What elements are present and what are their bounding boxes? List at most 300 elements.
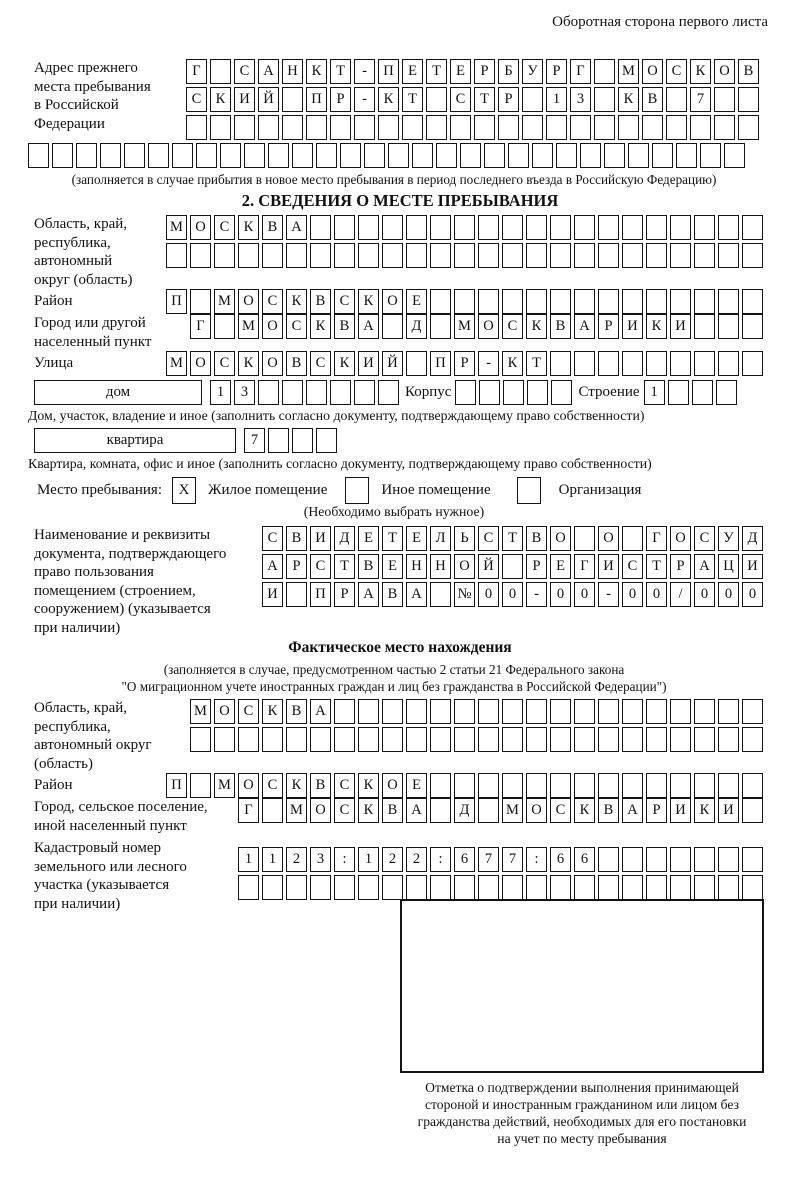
char-box[interactable]: С bbox=[310, 351, 331, 376]
char-box[interactable] bbox=[628, 143, 649, 168]
char-box[interactable] bbox=[166, 243, 187, 268]
char-box[interactable] bbox=[570, 115, 591, 140]
char-box[interactable] bbox=[574, 289, 595, 314]
char-box[interactable]: И bbox=[262, 582, 283, 607]
char-box[interactable] bbox=[670, 351, 691, 376]
char-box[interactable]: В bbox=[382, 798, 403, 823]
char-box[interactable] bbox=[364, 143, 385, 168]
char-box[interactable]: К bbox=[358, 798, 379, 823]
char-box[interactable] bbox=[694, 699, 715, 724]
char-box[interactable]: С bbox=[286, 314, 307, 339]
char-box[interactable]: С bbox=[694, 526, 715, 551]
char-box[interactable]: Е bbox=[450, 59, 471, 84]
char-box[interactable]: Ц bbox=[718, 554, 739, 579]
char-box[interactable] bbox=[238, 243, 259, 268]
char-box[interactable] bbox=[330, 380, 351, 405]
char-box[interactable] bbox=[430, 773, 451, 798]
char-box[interactable] bbox=[670, 289, 691, 314]
char-box[interactable] bbox=[382, 314, 403, 339]
char-box[interactable]: Т bbox=[526, 351, 547, 376]
char-box[interactable]: 7 bbox=[502, 847, 523, 872]
char-box[interactable] bbox=[220, 143, 241, 168]
char-box[interactable]: А bbox=[406, 582, 427, 607]
char-box[interactable] bbox=[292, 428, 313, 453]
char-box[interactable] bbox=[574, 243, 595, 268]
char-box[interactable] bbox=[190, 243, 211, 268]
char-box[interactable] bbox=[430, 243, 451, 268]
char-box[interactable]: 2 bbox=[406, 847, 427, 872]
stay-type-checkbox-residential[interactable]: X bbox=[172, 477, 196, 504]
char-box[interactable] bbox=[244, 143, 265, 168]
char-box[interactable] bbox=[646, 847, 667, 872]
char-box[interactable] bbox=[742, 847, 763, 872]
char-box[interactable] bbox=[646, 243, 667, 268]
char-box[interactable]: И bbox=[670, 314, 691, 339]
char-box[interactable]: А bbox=[574, 314, 595, 339]
char-box[interactable] bbox=[426, 115, 447, 140]
char-box[interactable] bbox=[652, 143, 673, 168]
char-box[interactable]: С bbox=[334, 289, 355, 314]
char-box[interactable] bbox=[430, 314, 451, 339]
char-box[interactable]: В bbox=[286, 699, 307, 724]
char-box[interactable]: К bbox=[378, 87, 399, 112]
char-box[interactable] bbox=[622, 215, 643, 240]
char-box[interactable]: 0 bbox=[574, 582, 595, 607]
char-box[interactable] bbox=[406, 243, 427, 268]
char-box[interactable] bbox=[258, 380, 279, 405]
char-box[interactable]: 0 bbox=[622, 582, 643, 607]
char-box[interactable] bbox=[598, 289, 619, 314]
char-box[interactable]: : bbox=[526, 847, 547, 872]
char-box[interactable]: В bbox=[262, 215, 283, 240]
char-box[interactable] bbox=[642, 115, 663, 140]
char-box[interactable] bbox=[210, 115, 231, 140]
char-box[interactable] bbox=[598, 727, 619, 752]
char-box[interactable] bbox=[306, 380, 327, 405]
char-box[interactable]: А bbox=[622, 798, 643, 823]
char-box[interactable]: Р bbox=[646, 798, 667, 823]
char-box[interactable] bbox=[508, 143, 529, 168]
char-box[interactable] bbox=[430, 582, 451, 607]
char-box[interactable] bbox=[478, 798, 499, 823]
char-box[interactable] bbox=[550, 727, 571, 752]
char-box[interactable]: О bbox=[526, 798, 547, 823]
char-box[interactable] bbox=[478, 289, 499, 314]
char-box[interactable] bbox=[594, 115, 615, 140]
char-box[interactable] bbox=[436, 143, 457, 168]
char-box[interactable]: С bbox=[502, 314, 523, 339]
char-box[interactable]: П bbox=[166, 773, 187, 798]
char-box[interactable]: В bbox=[334, 314, 355, 339]
char-box[interactable] bbox=[551, 380, 572, 405]
char-box[interactable]: 0 bbox=[742, 582, 763, 607]
char-box[interactable] bbox=[310, 875, 331, 900]
char-box[interactable] bbox=[694, 314, 715, 339]
char-box[interactable]: О bbox=[262, 351, 283, 376]
char-box[interactable] bbox=[454, 243, 475, 268]
char-box[interactable] bbox=[196, 143, 217, 168]
char-box[interactable]: Т bbox=[334, 554, 355, 579]
char-box[interactable] bbox=[340, 143, 361, 168]
char-box[interactable]: К bbox=[574, 798, 595, 823]
house-type-box[interactable]: дом bbox=[34, 380, 202, 405]
char-box[interactable]: О bbox=[238, 773, 259, 798]
char-box[interactable] bbox=[354, 115, 375, 140]
char-box[interactable]: : bbox=[334, 847, 355, 872]
char-box[interactable]: Й bbox=[258, 87, 279, 112]
char-box[interactable] bbox=[716, 380, 737, 405]
char-box[interactable]: М bbox=[190, 699, 211, 724]
char-box[interactable] bbox=[670, 699, 691, 724]
char-box[interactable]: 3 bbox=[234, 380, 255, 405]
char-box[interactable]: Р bbox=[670, 554, 691, 579]
char-box[interactable] bbox=[580, 143, 601, 168]
char-box[interactable]: А bbox=[258, 59, 279, 84]
char-box[interactable]: 7 bbox=[690, 87, 711, 112]
char-box[interactable] bbox=[742, 699, 763, 724]
char-box[interactable] bbox=[262, 243, 283, 268]
char-box[interactable]: К bbox=[618, 87, 639, 112]
char-box[interactable] bbox=[334, 699, 355, 724]
stay-type-checkbox-organization[interactable] bbox=[517, 477, 541, 504]
char-box[interactable]: С bbox=[478, 526, 499, 551]
char-box[interactable]: Т bbox=[426, 59, 447, 84]
char-box[interactable]: П bbox=[378, 59, 399, 84]
char-box[interactable]: С bbox=[234, 59, 255, 84]
char-box[interactable] bbox=[742, 351, 763, 376]
char-box[interactable]: Е bbox=[406, 526, 427, 551]
char-box[interactable]: О bbox=[382, 289, 403, 314]
char-box[interactable] bbox=[718, 289, 739, 314]
char-box[interactable]: Е bbox=[402, 59, 423, 84]
char-box[interactable] bbox=[738, 87, 759, 112]
char-box[interactable] bbox=[502, 289, 523, 314]
char-box[interactable] bbox=[310, 727, 331, 752]
char-box[interactable]: С bbox=[214, 215, 235, 240]
char-box[interactable]: В bbox=[738, 59, 759, 84]
char-box[interactable]: С bbox=[238, 699, 259, 724]
apartment-type-box[interactable]: квартира bbox=[34, 428, 236, 453]
char-box[interactable] bbox=[676, 143, 697, 168]
char-box[interactable] bbox=[502, 875, 523, 900]
char-box[interactable]: С bbox=[450, 87, 471, 112]
char-box[interactable] bbox=[718, 314, 739, 339]
char-box[interactable]: А bbox=[262, 554, 283, 579]
char-box[interactable]: В bbox=[642, 87, 663, 112]
char-box[interactable] bbox=[622, 847, 643, 872]
char-box[interactable] bbox=[454, 727, 475, 752]
char-box[interactable] bbox=[668, 380, 689, 405]
char-box[interactable] bbox=[454, 875, 475, 900]
char-box[interactable] bbox=[478, 215, 499, 240]
char-box[interactable]: О bbox=[550, 526, 571, 551]
char-box[interactable]: М bbox=[166, 215, 187, 240]
char-box[interactable] bbox=[527, 380, 548, 405]
char-box[interactable] bbox=[526, 289, 547, 314]
char-box[interactable] bbox=[598, 773, 619, 798]
char-box[interactable] bbox=[622, 773, 643, 798]
char-box[interactable] bbox=[598, 847, 619, 872]
char-box[interactable]: Г bbox=[238, 798, 259, 823]
char-box[interactable] bbox=[358, 699, 379, 724]
char-box[interactable] bbox=[358, 727, 379, 752]
char-box[interactable]: С bbox=[186, 87, 207, 112]
char-box[interactable]: К bbox=[286, 773, 307, 798]
char-box[interactable] bbox=[574, 526, 595, 551]
char-box[interactable] bbox=[310, 215, 331, 240]
char-box[interactable] bbox=[262, 798, 283, 823]
char-box[interactable] bbox=[718, 243, 739, 268]
char-box[interactable] bbox=[454, 699, 475, 724]
char-box[interactable]: Т bbox=[502, 526, 523, 551]
char-box[interactable]: А bbox=[310, 699, 331, 724]
char-box[interactable] bbox=[598, 875, 619, 900]
char-box[interactable] bbox=[714, 115, 735, 140]
char-box[interactable]: К bbox=[694, 798, 715, 823]
char-box[interactable]: А bbox=[694, 554, 715, 579]
char-box[interactable]: Н bbox=[430, 554, 451, 579]
char-box[interactable] bbox=[622, 727, 643, 752]
char-box[interactable] bbox=[694, 727, 715, 752]
char-box[interactable]: П bbox=[166, 289, 187, 314]
char-box[interactable] bbox=[718, 773, 739, 798]
char-box[interactable]: А bbox=[358, 582, 379, 607]
char-box[interactable] bbox=[546, 115, 567, 140]
char-box[interactable] bbox=[388, 143, 409, 168]
char-box[interactable] bbox=[382, 699, 403, 724]
char-box[interactable]: К bbox=[262, 699, 283, 724]
char-box[interactable] bbox=[286, 582, 307, 607]
char-box[interactable] bbox=[598, 699, 619, 724]
char-box[interactable]: Е bbox=[406, 289, 427, 314]
char-box[interactable] bbox=[742, 243, 763, 268]
char-box[interactable]: К bbox=[210, 87, 231, 112]
char-box[interactable] bbox=[622, 243, 643, 268]
char-box[interactable] bbox=[550, 875, 571, 900]
char-box[interactable]: Б bbox=[498, 59, 519, 84]
char-box[interactable]: Л bbox=[430, 526, 451, 551]
char-box[interactable]: К bbox=[358, 289, 379, 314]
char-box[interactable] bbox=[670, 847, 691, 872]
char-box[interactable] bbox=[430, 289, 451, 314]
char-box[interactable]: Т bbox=[402, 87, 423, 112]
char-box[interactable]: С bbox=[310, 554, 331, 579]
char-box[interactable]: Е bbox=[406, 773, 427, 798]
char-box[interactable] bbox=[334, 727, 355, 752]
char-box[interactable]: И bbox=[358, 351, 379, 376]
char-box[interactable] bbox=[238, 727, 259, 752]
char-box[interactable]: 6 bbox=[454, 847, 475, 872]
char-box[interactable]: 0 bbox=[550, 582, 571, 607]
char-box[interactable] bbox=[28, 143, 49, 168]
char-box[interactable]: Д bbox=[406, 314, 427, 339]
char-box[interactable]: 3 bbox=[310, 847, 331, 872]
char-box[interactable]: М bbox=[238, 314, 259, 339]
char-box[interactable] bbox=[382, 727, 403, 752]
char-box[interactable] bbox=[306, 115, 327, 140]
char-box[interactable]: О bbox=[382, 773, 403, 798]
char-box[interactable] bbox=[498, 115, 519, 140]
char-box[interactable] bbox=[598, 351, 619, 376]
char-box[interactable] bbox=[646, 215, 667, 240]
char-box[interactable]: И bbox=[718, 798, 739, 823]
char-box[interactable] bbox=[550, 351, 571, 376]
char-box[interactable]: 2 bbox=[286, 847, 307, 872]
char-box[interactable] bbox=[646, 351, 667, 376]
char-box[interactable] bbox=[718, 351, 739, 376]
char-box[interactable] bbox=[692, 380, 713, 405]
char-box[interactable]: С bbox=[622, 554, 643, 579]
char-box[interactable]: К bbox=[358, 773, 379, 798]
char-box[interactable]: К bbox=[502, 351, 523, 376]
char-box[interactable]: К bbox=[238, 351, 259, 376]
char-box[interactable] bbox=[550, 243, 571, 268]
char-box[interactable] bbox=[502, 243, 523, 268]
char-box[interactable]: М bbox=[502, 798, 523, 823]
char-box[interactable]: 0 bbox=[502, 582, 523, 607]
char-box[interactable]: 6 bbox=[574, 847, 595, 872]
char-box[interactable] bbox=[622, 526, 643, 551]
char-box[interactable] bbox=[190, 289, 211, 314]
char-box[interactable] bbox=[354, 380, 375, 405]
char-box[interactable] bbox=[526, 875, 547, 900]
char-box[interactable] bbox=[550, 699, 571, 724]
char-box[interactable]: К bbox=[646, 314, 667, 339]
char-box[interactable] bbox=[52, 143, 73, 168]
char-box[interactable]: С bbox=[262, 526, 283, 551]
char-box[interactable] bbox=[670, 773, 691, 798]
char-box[interactable] bbox=[502, 727, 523, 752]
char-box[interactable]: - bbox=[598, 582, 619, 607]
char-box[interactable]: Г bbox=[186, 59, 207, 84]
char-box[interactable] bbox=[618, 115, 639, 140]
char-box[interactable]: У bbox=[522, 59, 543, 84]
char-box[interactable] bbox=[100, 143, 121, 168]
char-box[interactable] bbox=[724, 143, 745, 168]
char-box[interactable]: О bbox=[262, 314, 283, 339]
char-box[interactable]: / bbox=[670, 582, 691, 607]
char-box[interactable] bbox=[502, 699, 523, 724]
char-box[interactable]: О bbox=[670, 526, 691, 551]
char-box[interactable]: Р bbox=[334, 582, 355, 607]
char-box[interactable] bbox=[502, 773, 523, 798]
char-box[interactable]: В bbox=[550, 314, 571, 339]
char-box[interactable] bbox=[550, 215, 571, 240]
char-box[interactable] bbox=[474, 115, 495, 140]
char-box[interactable]: К bbox=[690, 59, 711, 84]
char-box[interactable]: 3 bbox=[570, 87, 591, 112]
char-box[interactable] bbox=[286, 875, 307, 900]
char-box[interactable] bbox=[718, 215, 739, 240]
char-box[interactable] bbox=[646, 699, 667, 724]
char-box[interactable] bbox=[286, 727, 307, 752]
char-box[interactable]: Й bbox=[382, 351, 403, 376]
char-box[interactable] bbox=[502, 215, 523, 240]
char-box[interactable] bbox=[622, 875, 643, 900]
char-box[interactable] bbox=[214, 243, 235, 268]
char-box[interactable]: О bbox=[454, 554, 475, 579]
char-box[interactable]: 0 bbox=[478, 582, 499, 607]
char-box[interactable]: Т bbox=[382, 526, 403, 551]
char-box[interactable] bbox=[670, 875, 691, 900]
char-box[interactable]: - bbox=[354, 87, 375, 112]
char-box[interactable] bbox=[522, 115, 543, 140]
char-box[interactable]: Т bbox=[646, 554, 667, 579]
char-box[interactable]: П bbox=[310, 582, 331, 607]
char-box[interactable]: В bbox=[382, 582, 403, 607]
char-box[interactable]: К bbox=[238, 215, 259, 240]
char-box[interactable]: А bbox=[286, 215, 307, 240]
char-box[interactable] bbox=[526, 215, 547, 240]
char-box[interactable] bbox=[186, 115, 207, 140]
char-box[interactable] bbox=[378, 380, 399, 405]
char-box[interactable] bbox=[532, 143, 553, 168]
char-box[interactable]: О bbox=[598, 526, 619, 551]
char-box[interactable]: К bbox=[526, 314, 547, 339]
char-box[interactable] bbox=[316, 143, 337, 168]
char-box[interactable]: Г bbox=[570, 59, 591, 84]
char-box[interactable] bbox=[286, 243, 307, 268]
char-box[interactable]: С bbox=[262, 289, 283, 314]
char-box[interactable]: 6 bbox=[550, 847, 571, 872]
char-box[interactable] bbox=[742, 314, 763, 339]
char-box[interactable] bbox=[454, 289, 475, 314]
char-box[interactable] bbox=[526, 243, 547, 268]
char-box[interactable] bbox=[214, 314, 235, 339]
char-box[interactable] bbox=[594, 87, 615, 112]
char-box[interactable]: 0 bbox=[718, 582, 739, 607]
char-box[interactable] bbox=[262, 727, 283, 752]
char-box[interactable] bbox=[522, 87, 543, 112]
char-box[interactable] bbox=[124, 143, 145, 168]
char-box[interactable] bbox=[258, 115, 279, 140]
char-box[interactable] bbox=[478, 699, 499, 724]
char-box[interactable]: М bbox=[166, 351, 187, 376]
char-box[interactable]: М bbox=[454, 314, 475, 339]
char-box[interactable]: 7 bbox=[478, 847, 499, 872]
char-box[interactable] bbox=[718, 875, 739, 900]
char-box[interactable] bbox=[550, 289, 571, 314]
char-box[interactable]: Й bbox=[478, 554, 499, 579]
char-box[interactable] bbox=[478, 727, 499, 752]
char-box[interactable]: В bbox=[286, 351, 307, 376]
char-box[interactable] bbox=[282, 87, 303, 112]
char-box[interactable] bbox=[502, 554, 523, 579]
char-box[interactable]: Р bbox=[526, 554, 547, 579]
char-box[interactable]: С bbox=[334, 773, 355, 798]
char-box[interactable]: 1 bbox=[358, 847, 379, 872]
char-box[interactable]: Г bbox=[646, 526, 667, 551]
char-box[interactable] bbox=[402, 115, 423, 140]
char-box[interactable] bbox=[430, 699, 451, 724]
char-box[interactable] bbox=[378, 115, 399, 140]
char-box[interactable] bbox=[574, 773, 595, 798]
char-box[interactable] bbox=[598, 243, 619, 268]
char-box[interactable] bbox=[526, 727, 547, 752]
char-box[interactable] bbox=[282, 380, 303, 405]
char-box[interactable] bbox=[594, 59, 615, 84]
char-box[interactable]: В bbox=[526, 526, 547, 551]
char-box[interactable]: И bbox=[622, 314, 643, 339]
char-box[interactable] bbox=[622, 351, 643, 376]
char-box[interactable] bbox=[316, 428, 337, 453]
char-box[interactable]: Р bbox=[546, 59, 567, 84]
char-box[interactable] bbox=[556, 143, 577, 168]
char-box[interactable] bbox=[646, 727, 667, 752]
char-box[interactable] bbox=[412, 143, 433, 168]
char-box[interactable] bbox=[646, 289, 667, 314]
char-box[interactable]: Н bbox=[406, 554, 427, 579]
